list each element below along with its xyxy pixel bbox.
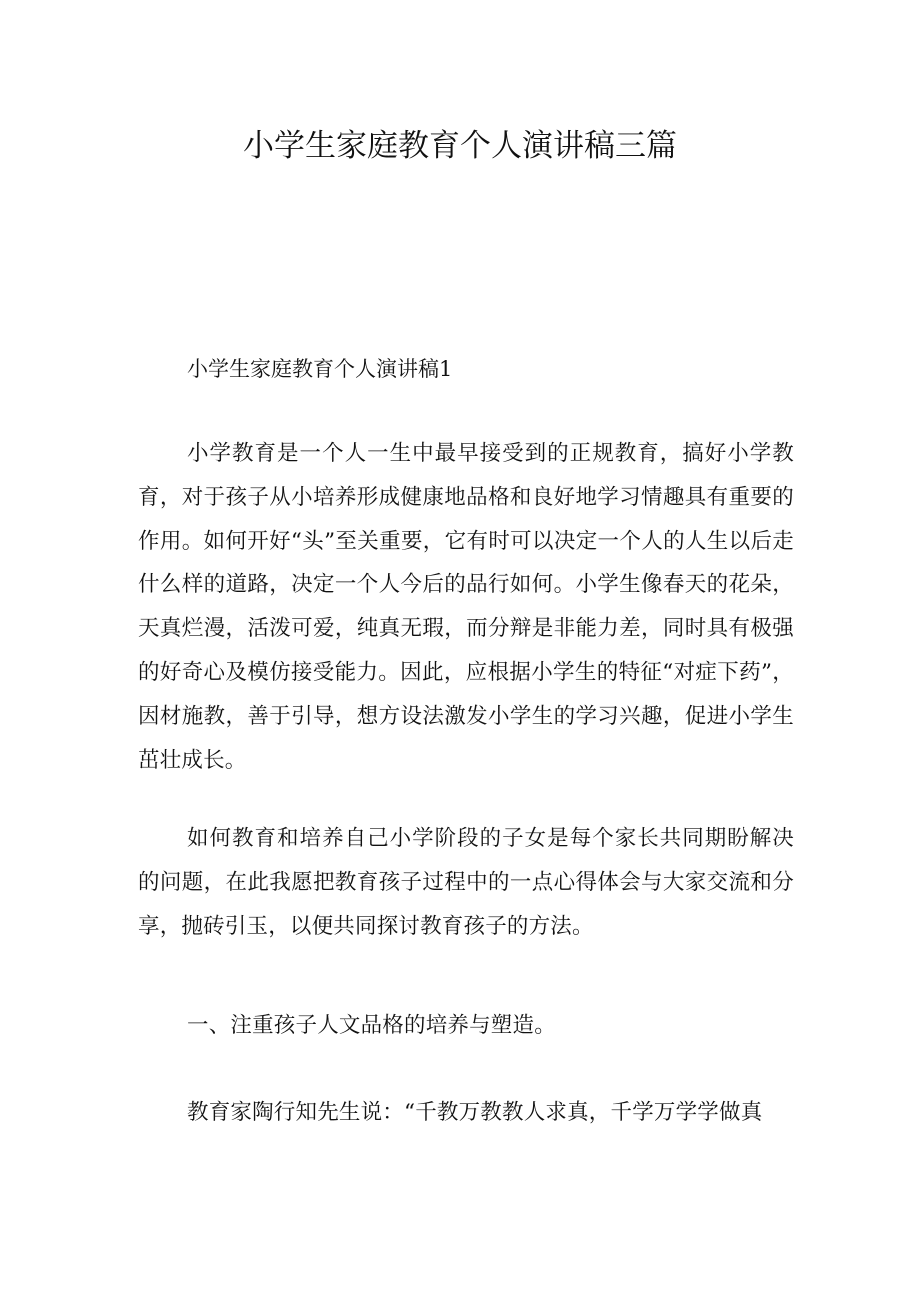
paragraph-1: 小学教育是一个人一生中最早接受到的正规教育，搞好小学教育，对于孩子从小培养形成健康地品格和良好地学习情趣具有重要的作用。如何开好“头”至关重要，它有时可以决定一个人的人生以后走什么样的道路，决定一个人今后的品行如何。小学生像春天的花朵，天真烂漫，活泼可爱，纯真无瑕，而分辩是非能力差，同时具有极强的好奇心及模仿接受能力。因此，应根据小学生的特征“对症下药”，因材施教，善于引导，想方设法激发小学生的学习兴趣，促进小学生茁壮成长。 — [138, 441, 794, 773]
paragraph-2: 如何教育和培养自己小学阶段的子女是每个家长共同期盼解决的问题，在此我愿把教育孩子过程中的一点心得体会与大家交流和分享，抛砖引玉，以便共同探讨教育孩子的方法。 — [138, 826, 794, 939]
paragraph-4: 教育家陶行知先生说：“千教万教教人求真，千学万学学做真 — [187, 1100, 763, 1125]
section-heading: 小学生家庭教育个人演讲稿1 — [187, 357, 453, 381]
document-title: 小学生家庭教育个人演讲稿三篇 — [243, 128, 677, 164]
paragraph-3-heading: 一、注重孩子人文品格的培养与塑造。 — [187, 1013, 556, 1038]
